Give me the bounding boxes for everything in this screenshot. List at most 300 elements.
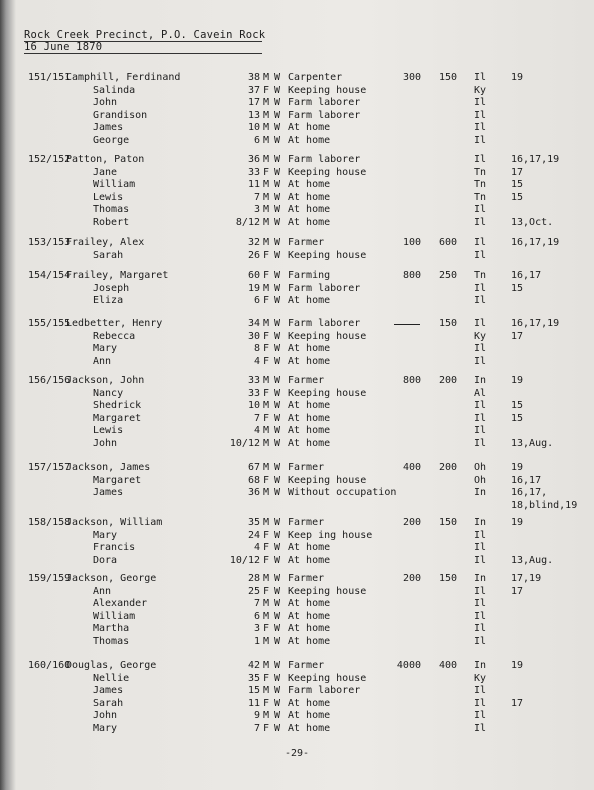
person-occupation: Keeping house: [288, 474, 367, 486]
household-member-row: [0, 487, 594, 499]
dwelling-number: 159/159: [28, 573, 71, 584]
dwelling-number: 158/158: [28, 517, 71, 528]
person-occupation: At home: [288, 295, 331, 307]
person-race: W: [274, 355, 281, 367]
real-estate-value: 800: [402, 270, 421, 281]
household-head-row: [0, 72, 594, 84]
person-age: 8: [253, 343, 260, 355]
person-sex: F: [263, 412, 270, 424]
person-race: W: [274, 191, 281, 203]
dwelling-number: 156/156: [28, 375, 71, 386]
person-sex: M: [263, 318, 270, 329]
person-race: W: [274, 330, 281, 342]
person-birthplace: Il: [474, 204, 487, 216]
person-sex: F: [263, 723, 270, 734]
person-birthplace: Il: [474, 598, 487, 610]
household-member-row: [0, 122, 594, 134]
person-sex: M: [263, 438, 270, 449]
person-name: Lewis: [93, 191, 124, 203]
person-birthplace: Ky: [474, 84, 487, 96]
person-occupation: At home: [288, 122, 331, 134]
person-race: W: [274, 154, 281, 165]
person-race: W: [274, 474, 281, 486]
person-sex: M: [263, 217, 270, 228]
household-member-row: [0, 598, 594, 610]
person-race: W: [274, 343, 281, 355]
person-name: Jackson, William: [66, 517, 163, 528]
person-age: 60: [247, 270, 260, 281]
person-sex: M: [263, 191, 270, 203]
household-head-row: [0, 660, 594, 672]
person-birthplace: In: [474, 517, 487, 528]
person-occupation: At home: [288, 135, 331, 146]
person-age: 6: [253, 610, 260, 622]
person-name: Nancy: [93, 387, 124, 399]
person-birthplace: Il: [474, 542, 487, 554]
person-race: W: [274, 237, 281, 248]
person-occupation: Keep ing house: [288, 529, 373, 541]
person-occupation: At home: [288, 554, 331, 566]
person-age: 10/12: [229, 554, 260, 566]
person-birthplace: Il: [474, 710, 487, 722]
person-name: Jackson, John: [66, 375, 145, 386]
person-race: W: [274, 122, 281, 134]
person-age: 4: [253, 355, 260, 367]
person-birthplace: Il: [474, 623, 487, 635]
person-age: 42: [247, 660, 260, 671]
person-age: 36: [247, 154, 260, 165]
person-race: W: [274, 685, 281, 697]
person-birthplace: Il: [474, 343, 487, 355]
person-birthplace: Il: [474, 282, 487, 294]
real-estate-value: 800: [402, 375, 421, 386]
person-age: 28: [247, 573, 260, 584]
person-race: W: [274, 97, 281, 109]
person-name: James: [93, 685, 124, 697]
person-birthplace: Il: [474, 425, 487, 437]
person-race: W: [274, 295, 281, 307]
household-member-row: [0, 586, 594, 598]
person-sex: M: [263, 109, 270, 121]
person-race: W: [274, 72, 281, 83]
person-age: 38: [247, 72, 260, 83]
person-race: W: [274, 517, 281, 528]
person-race: W: [274, 318, 281, 329]
household-member-row: [0, 217, 594, 229]
person-sex: F: [263, 697, 270, 709]
person-age: 10/12: [229, 438, 260, 449]
person-notes: 17: [511, 697, 524, 709]
person-race: W: [274, 723, 281, 734]
person-race: W: [274, 425, 281, 437]
person-birthplace: Il: [474, 217, 487, 228]
household-head-row: [0, 462, 594, 474]
person-birthplace: Il: [474, 400, 487, 412]
person-birthplace: Il: [474, 109, 487, 121]
personal-estate-value: 250: [438, 270, 457, 281]
dwelling-number: 157/157: [28, 462, 71, 473]
personal-estate-value: 200: [438, 462, 457, 473]
person-race: W: [274, 217, 281, 228]
person-age: 17: [247, 97, 260, 109]
person-birthplace: Il: [474, 697, 487, 709]
person-occupation: At home: [288, 636, 331, 647]
person-birthplace: Oh: [474, 462, 487, 473]
person-age: 26: [247, 249, 260, 261]
person-occupation: At home: [288, 710, 331, 722]
household-head-row: [0, 318, 594, 330]
household-member-row: [0, 723, 594, 735]
person-notes: 19: [511, 660, 524, 671]
person-birthplace: Oh: [474, 474, 487, 486]
dwelling-number: 151/151: [28, 72, 71, 83]
household-member-row: [0, 204, 594, 216]
person-occupation: Keeping house: [288, 387, 367, 399]
person-name: George: [93, 135, 130, 146]
person-name: Sarah: [93, 249, 124, 261]
person-race: W: [274, 585, 281, 597]
person-occupation: Farmer: [288, 660, 325, 671]
person-occupation: Keeping house: [288, 249, 367, 261]
person-sex: F: [263, 270, 270, 281]
personal-estate-value: 600: [438, 237, 457, 248]
person-race: W: [274, 542, 281, 554]
person-birthplace: In: [474, 573, 487, 584]
person-age: 10: [247, 122, 260, 134]
person-race: W: [274, 166, 281, 178]
person-race: W: [274, 487, 281, 499]
person-age: 37: [247, 84, 260, 96]
person-notes: 16,17: [511, 270, 542, 281]
person-race: W: [274, 636, 281, 647]
person-sex: M: [263, 517, 270, 528]
person-occupation: At home: [288, 723, 331, 734]
household-member-row: [0, 331, 594, 343]
person-name: Salinda: [93, 84, 136, 96]
person-name: Margaret: [93, 412, 142, 424]
person-birthplace: Il: [474, 295, 487, 307]
person-name: Rebecca: [93, 330, 136, 342]
person-name: Ann: [93, 355, 112, 367]
person-race: W: [274, 598, 281, 610]
household-member-row: [0, 343, 594, 355]
person-sex: F: [263, 249, 270, 261]
person-sex: F: [263, 554, 270, 566]
person-race: W: [274, 697, 281, 709]
person-race: W: [274, 109, 281, 121]
person-name: Jackson, James: [66, 462, 151, 473]
person-age: 7: [253, 412, 260, 424]
person-birthplace: Il: [474, 154, 487, 165]
person-sex: M: [263, 710, 270, 722]
person-race: W: [274, 610, 281, 622]
person-age: 11: [247, 697, 260, 709]
household-member-row: [0, 438, 594, 450]
person-name: Shedrick: [93, 400, 142, 412]
person-occupation: Keeping house: [288, 330, 367, 342]
person-race: W: [274, 529, 281, 541]
person-sex: F: [263, 529, 270, 541]
person-age: 4: [253, 425, 260, 437]
person-name: Mary: [93, 529, 118, 541]
person-birthplace: Il: [474, 72, 487, 83]
person-notes: 19: [511, 72, 524, 83]
household-head-row: [0, 154, 594, 166]
person-name: Frailey, Margaret: [66, 270, 169, 281]
person-age: 9: [253, 710, 260, 722]
person-sex: M: [263, 154, 270, 165]
person-notes: 15: [511, 282, 524, 294]
census-date: 16 June 1870: [24, 41, 103, 53]
person-race: W: [274, 660, 281, 671]
person-age: 10: [247, 400, 260, 412]
person-age: 3: [253, 204, 260, 216]
person-sex: M: [263, 598, 270, 610]
person-name: Ledbetter, Henry: [66, 318, 163, 329]
dwelling-number: 160/160: [28, 660, 71, 671]
person-race: W: [274, 462, 281, 473]
person-notes: 16,17,19: [511, 154, 560, 165]
person-name: James: [93, 122, 124, 134]
person-birthplace: In: [474, 660, 487, 671]
person-name: Mary: [93, 343, 118, 355]
person-sex: F: [263, 355, 270, 367]
dwelling-number: 154/154: [28, 270, 71, 281]
person-race: W: [274, 375, 281, 386]
person-age: 8/12: [235, 217, 260, 228]
person-birthplace: In: [474, 487, 487, 499]
person-age: 1: [253, 636, 260, 647]
person-birthplace: Il: [474, 685, 487, 697]
person-name: Martha: [93, 623, 130, 635]
real-estate-value: 100: [402, 237, 421, 248]
person-name: Patton, Paton: [66, 154, 145, 165]
person-age: 7: [253, 191, 260, 203]
person-birthplace: Il: [474, 636, 487, 647]
person-name: Ann: [93, 585, 112, 597]
person-name: William: [93, 179, 136, 191]
person-occupation: At home: [288, 697, 331, 709]
personal-estate-value: 400: [438, 660, 457, 671]
person-age: 33: [247, 375, 260, 386]
person-name: Nellie: [93, 672, 130, 684]
person-sex: M: [263, 573, 270, 584]
person-age: 6: [253, 295, 260, 307]
person-age: 6: [253, 135, 260, 146]
person-birthplace: Il: [474, 237, 487, 248]
person-occupation: At home: [288, 217, 331, 228]
person-age: 33: [247, 166, 260, 178]
person-age: 24: [247, 529, 260, 541]
person-race: W: [274, 270, 281, 281]
page-number: -29-: [284, 748, 310, 759]
household-member-row: [0, 356, 594, 368]
household-member-row: [0, 85, 594, 97]
person-notes: 17: [511, 585, 524, 597]
household-member-row: [0, 611, 594, 623]
person-age: 33: [247, 387, 260, 399]
real-estate-value: 4000: [396, 660, 421, 671]
person-name: John: [93, 438, 118, 449]
household-member-row: [0, 710, 594, 722]
person-race: W: [274, 412, 281, 424]
person-name: Jane: [93, 166, 118, 178]
person-occupation: Farm laborer: [288, 109, 361, 121]
date-underline: [24, 53, 262, 54]
person-notes: 15: [511, 412, 524, 424]
person-birthplace: Tn: [474, 179, 487, 191]
person-name: Joseph: [93, 282, 130, 294]
person-age: 34: [247, 318, 260, 329]
person-race: W: [274, 623, 281, 635]
person-sex: M: [263, 122, 270, 134]
personal-estate-value: 150: [438, 318, 457, 329]
person-occupation: Farm laborer: [288, 318, 361, 329]
person-occupation: At home: [288, 355, 331, 367]
person-occupation: Keeping house: [288, 672, 367, 684]
person-sex: F: [263, 585, 270, 597]
person-notes: 19: [511, 517, 524, 528]
person-sex: F: [263, 295, 270, 307]
person-occupation: At home: [288, 179, 331, 191]
person-birthplace: Ky: [474, 330, 487, 342]
person-name: Thomas: [93, 636, 130, 647]
person-name: Alexander: [93, 598, 148, 610]
person-sex: M: [263, 425, 270, 437]
person-sex: F: [263, 623, 270, 635]
household-member-row: [0, 388, 594, 400]
person-birthplace: Tn: [474, 270, 487, 281]
household-member-row: [0, 685, 594, 697]
household-member-row: [0, 530, 594, 542]
household-member-row: [0, 475, 594, 487]
person-notes: 15: [511, 400, 524, 412]
person-sex: M: [263, 97, 270, 109]
person-sex: F: [263, 84, 270, 96]
person-birthplace: Tn: [474, 166, 487, 178]
person-race: W: [274, 438, 281, 449]
person-name: Frailey, Alex: [66, 237, 145, 248]
person-sex: M: [263, 282, 270, 294]
household-member-row: [0, 413, 594, 425]
person-birthplace: Il: [474, 122, 487, 134]
person-name: Sarah: [93, 697, 124, 709]
person-age: 7: [253, 598, 260, 610]
person-occupation: Farm laborer: [288, 97, 361, 109]
person-age: 68: [247, 474, 260, 486]
person-sex: M: [263, 685, 270, 697]
person-birthplace: Il: [474, 412, 487, 424]
person-occupation: Farmer: [288, 462, 325, 473]
person-sex: F: [263, 672, 270, 684]
household-head-row: [0, 237, 594, 249]
person-occupation: At home: [288, 542, 331, 554]
person-sex: M: [263, 462, 270, 473]
person-notes: 13,Oct.: [511, 217, 554, 228]
person-notes: 16,17: [511, 474, 542, 486]
household-head-row: [0, 375, 594, 387]
person-sex: M: [263, 660, 270, 671]
person-occupation: At home: [288, 598, 331, 610]
person-race: W: [274, 554, 281, 566]
person-occupation: Farmer: [288, 573, 325, 584]
person-notes: 15: [511, 191, 524, 203]
household-member-row: [0, 192, 594, 204]
person-sex: M: [263, 400, 270, 412]
household-member-row: [0, 250, 594, 262]
person-race: W: [274, 249, 281, 261]
person-occupation: Keeping house: [288, 166, 367, 178]
person-sex: M: [263, 636, 270, 647]
person-age: 35: [247, 672, 260, 684]
person-race: W: [274, 179, 281, 191]
person-age: 3: [253, 623, 260, 635]
person-name: Camphill, Ferdinand: [66, 72, 181, 83]
person-name: Eliza: [93, 295, 124, 307]
person-race: W: [274, 400, 281, 412]
person-occupation: At home: [288, 204, 331, 216]
person-notes: 13,Aug.: [511, 438, 554, 449]
person-occupation: At home: [288, 191, 331, 203]
person-race: W: [274, 672, 281, 684]
person-notes: 16,17,19: [511, 318, 560, 329]
household-member-row: [0, 698, 594, 710]
person-race: W: [274, 204, 281, 216]
person-sex: F: [263, 474, 270, 486]
person-notes: 19: [511, 375, 524, 386]
person-age: 32: [247, 237, 260, 248]
household-member-row: [0, 555, 594, 567]
personal-estate-value: 150: [438, 72, 457, 83]
person-sex: F: [263, 343, 270, 355]
person-sex: M: [263, 610, 270, 622]
household-member-row: [0, 179, 594, 191]
person-notes: 13,Aug.: [511, 554, 554, 566]
person-name: John: [93, 710, 118, 722]
household-member-row: [0, 500, 594, 512]
household-member-row: [0, 283, 594, 295]
person-notes: 16,17,19: [511, 237, 560, 248]
person-occupation: Farmer: [288, 517, 325, 528]
household-member-row: [0, 673, 594, 685]
household-head-row: [0, 517, 594, 529]
person-occupation: At home: [288, 400, 331, 412]
person-sex: M: [263, 487, 270, 499]
person-occupation: Farmer: [288, 375, 325, 386]
person-occupation: Farmer: [288, 237, 325, 248]
person-occupation: Farm laborer: [288, 154, 361, 165]
person-race: W: [274, 84, 281, 96]
household-member-row: [0, 623, 594, 635]
person-birthplace: Il: [474, 585, 487, 597]
person-birthplace: Il: [474, 135, 487, 146]
person-sex: M: [263, 72, 270, 83]
person-name: Jackson, George: [66, 573, 157, 584]
real-estate-value: 200: [402, 517, 421, 528]
person-birthplace: Ky: [474, 672, 487, 684]
household-head-row: [0, 573, 594, 585]
person-birthplace: Il: [474, 554, 487, 566]
person-age: 4: [253, 542, 260, 554]
person-age: 35: [247, 517, 260, 528]
person-birthplace: In: [474, 375, 487, 386]
person-occupation: At home: [288, 425, 331, 437]
person-sex: F: [263, 166, 270, 178]
person-occupation: At home: [288, 610, 331, 622]
person-sex: M: [263, 375, 270, 386]
person-occupation: Keeping house: [288, 585, 367, 597]
person-age: 13: [247, 109, 260, 121]
